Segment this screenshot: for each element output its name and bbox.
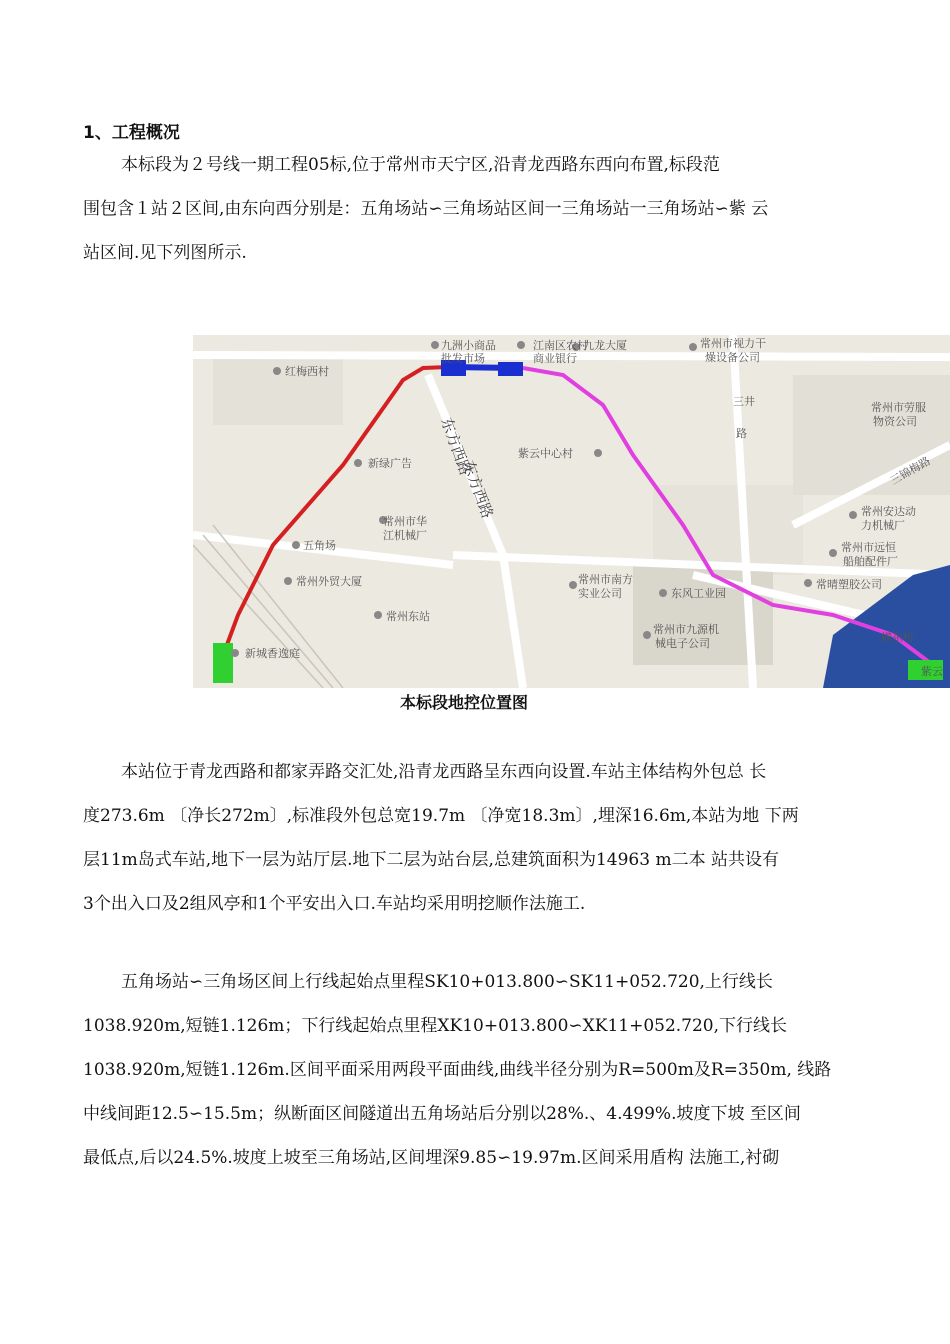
map-label: 五角场	[303, 539, 336, 552]
intro-line: 围包含１站２区间,由东向西分别是：五角场站∽三角场站区间一三角场站一三角场站∽紫 云	[83, 199, 769, 219]
map-label: 批发市场	[441, 352, 485, 365]
map-label: 力机械厂	[861, 519, 905, 532]
road-label: 东方西路	[459, 458, 497, 521]
station-line: 本站位于青龙西路和都家弄路交汇处,沿青龙西路呈东西向设置.车站主体结构外包总 长	[121, 762, 767, 782]
section-line: 五角场站∽三角场区间上行线起始点里程SK10+013.800∽SK11+052.720,上行线长	[121, 972, 773, 992]
map-label: 路	[736, 427, 747, 440]
map-label: 械电子公司	[655, 637, 710, 650]
road-label: 东方西路	[437, 415, 475, 478]
map-label: 横东桥	[881, 631, 914, 644]
map-label: 九龙大厦	[583, 339, 627, 352]
station-marker-east	[498, 362, 523, 376]
station-line: 3个出入口及2组风亭和1个平安出入口.车站均采用明挖顺作法施工.	[83, 894, 586, 914]
section-line: 中线间距12.5∽15.5m；纵断面区间隧道出五角场站后分别以28%.、4.499%.坡度下坡 至区间	[83, 1104, 801, 1124]
section-line: 1038.920m,短链1.126m.区间平面采用两段平面曲线,曲线半径分别为R=500m及R=350m, 线路	[83, 1060, 832, 1080]
section-paragraph	[83, 960, 873, 1180]
intro-line: 站区间.见下列图所示.	[83, 243, 247, 263]
map-label: 常州市劳服	[871, 401, 926, 414]
section-line: 最低点,后以24.5%.坡度上坡至三角场站,区间埋深9.85∽19.97m.区间采用盾构 法施工,衬砌	[83, 1148, 780, 1168]
map-label: 常晴塑胶公司	[816, 578, 882, 591]
route-map-svg	[193, 335, 950, 688]
route-map	[193, 335, 950, 688]
map-label: 常州市华	[383, 515, 427, 528]
map-label: 江南区农村	[533, 339, 588, 352]
map-label: 商业银行	[533, 352, 577, 365]
map-label: 燥设备公司	[705, 351, 760, 364]
map-label: 常州安达动	[861, 505, 916, 518]
map-label: 常州外贸大厦	[296, 575, 362, 588]
map-label: 常州市九源机	[653, 623, 719, 636]
map-label: 新绿广告	[368, 457, 412, 470]
map-label: 新城香逸庭	[245, 647, 300, 660]
figure-caption: 本标段地控位置图	[400, 693, 529, 712]
map-label: 紫云中心村	[518, 447, 573, 460]
map-label: 船舶配件厂	[843, 555, 898, 568]
map-label: 常州市南方	[578, 573, 633, 586]
map-label: 九洲小商品	[441, 339, 496, 352]
map-label: 物资公司	[873, 415, 917, 428]
station-marker-wujiaochang	[213, 643, 233, 683]
intro-line: 本标段为２号线一期工程05标,位于常州市天宁区,沿青龙西路东西向布置,标段范	[121, 155, 720, 175]
map-label: 东风工业园	[671, 587, 726, 600]
map-label: 三井	[733, 395, 755, 408]
map-label: 红梅西村	[285, 365, 329, 378]
station-paragraph	[83, 750, 873, 926]
section-line: 1038.920m,短链1.126m；下行线起始点里程XK10+013.800∽XK11+052.720,下行线长	[83, 1016, 788, 1036]
map-label: 三锦梅路	[888, 454, 933, 488]
section-heading: 1、工程概况	[83, 123, 180, 143]
map-label: 紫云	[921, 665, 943, 678]
intro-paragraph	[83, 143, 873, 275]
station-line: 度273.6m 〔净长272m〕,标准段外包总宽19.7m 〔净宽18.3m〕,埋深16.6m,本站为地 下两	[83, 806, 799, 826]
map-label: 常州市视力干	[700, 337, 766, 350]
map-label: 江机械厂	[383, 529, 427, 542]
map-label: 实业公司	[578, 587, 622, 600]
map-label: 常州东站	[386, 610, 430, 623]
station-line: 层11m岛式车站,地下一层为站厅层.地下二层为站台层,总建筑面积为14963 m二本 站共设有	[83, 850, 779, 870]
map-label: 常州市远恒	[841, 541, 896, 554]
